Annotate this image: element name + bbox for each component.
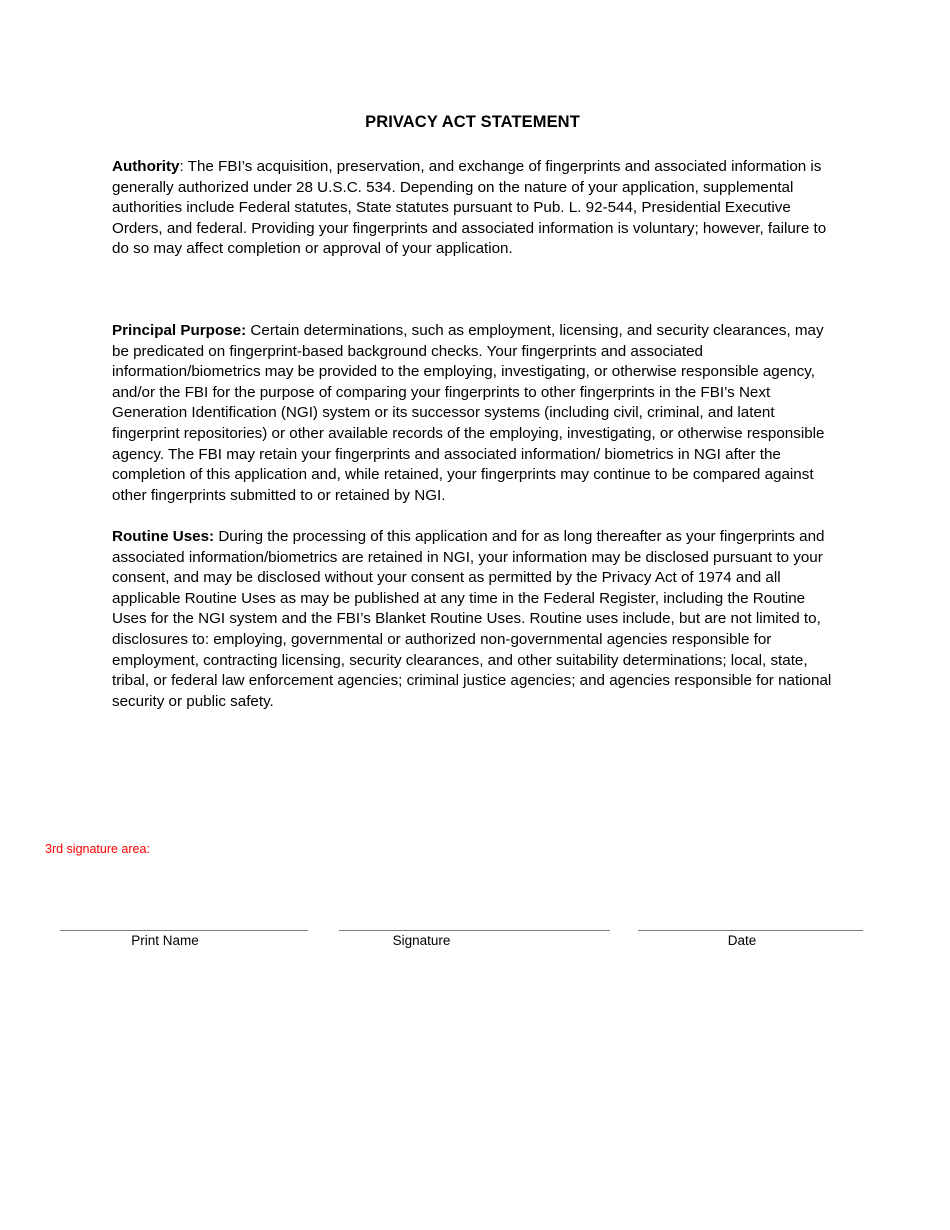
principal-purpose-body: Certain determinations, such as employment, licensing, and security clearances, may be predicated on fingerprint-based background checks. Your fingerprints and associated information/biometrics may be provided to the employing, investigating, or otherwise responsible agency, and/or the FBI for the purpose of comparing your fingerprints to other fingerprints in the FBI’s Next Generation Identification (NGI) system or its successor systems (including civil, criminal, and latent fingerprint repositories) or other available records of the employing, investigating, or otherwise responsible agency. The FBI may retain your fingerprints and associated information/ biometrics in NGI after the completion of this application and, while retained, your fingerprints may continue to be compared against other fingerprints submitted to or retained by NGI. [112,322,825,504]
signature-line[interactable] [339,930,610,931]
authority-heading: Authority [112,158,180,175]
authority-body: : The FBI’s acquisition, preservation, and exchange of fingerprints and associated information is generally authorized under 28 U.S.C. 534. Depending on the nature of your application, supplemental authorities include Federal statutes, State statutes pursuant to Pub. L. 92-544, Presidential Executive Orders, and federal. Providing your fingerprints and associated information is voluntary; however, failure to do so may affect completion or approval of your application. [112,158,827,258]
print-name-label: Print Name [131,933,199,948]
document-title: PRIVACY ACT STATEMENT [365,113,580,131]
authority-paragraph [112,157,842,260]
date-line[interactable] [638,930,863,931]
signature-area-note: 3rd signature area: [45,842,150,856]
routine-uses-paragraph [112,527,842,712]
date-label: Date [727,933,757,948]
signature-label: Signature [392,933,451,948]
principal-purpose-paragraph [112,321,842,506]
print-name-line[interactable] [60,930,308,931]
principal-purpose-heading: Principal Purpose: [112,322,247,339]
routine-uses-body: During the processing of this application and for as long thereafter as your fingerprints and associated information/biometrics are retained in NGI, your information may be disclosed pursuant to your consent, and may be disclosed without your consent as permitted by the Privacy Act of 1974 and all applicable Routine Uses as may be published at any time in the Federal Register, including the Routine Uses for the NGI system and the FBI’s Blanket Routine Uses. Routine uses include, but are not limited to, disclosures to: employing, governmental or authorized non-governmental agencies responsible for employment, contracting licensing, security clearances, and other suitability determinations; local, state, tribal, or federal law enforcement agencies; criminal justice agencies; and agencies responsible for national security or public safety. [112,528,832,710]
routine-uses-heading: Routine Uses: [112,528,215,545]
